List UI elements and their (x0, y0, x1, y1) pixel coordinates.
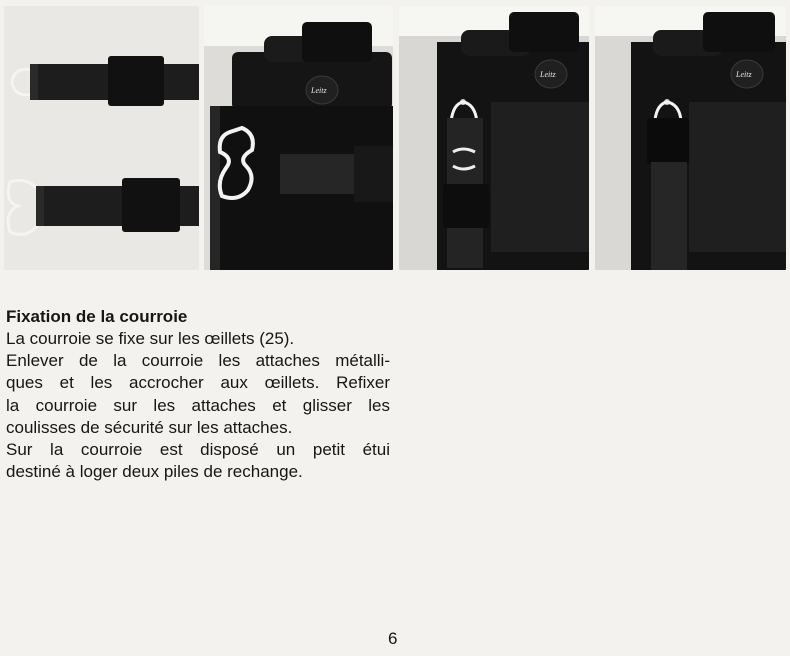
strap-clips-photo (4, 6, 199, 270)
safety-sleeve-photo (595, 6, 786, 270)
section-heading: Fixation de la courroie (6, 307, 188, 326)
text-line: Sur la courroie est disposé un petit étui (6, 440, 390, 460)
text-line: coulisses de sécurité sur les attaches. (6, 417, 293, 437)
text-line: la courroie sur les attaches et glisser les (6, 395, 390, 415)
leitz-logo: Leitz (311, 86, 327, 95)
leitz-logo: Leitz (540, 70, 556, 79)
text-line: Enlever de la courroie les attaches métalli- (6, 351, 390, 371)
text-line: ques et les accrocher aux œillets. Refixer (6, 373, 390, 393)
strap-on-eyelet-photo (399, 6, 589, 270)
strap-instructions (6, 306, 390, 483)
lower-strap (8, 178, 199, 234)
leitz-logo: Leitz (736, 70, 752, 79)
page-number: 6 (388, 629, 398, 648)
text-line: destiné à loger deux piles de rechange. (6, 462, 303, 482)
text-line: La courroie se fixe sur les œillets (25). (6, 329, 295, 348)
clip-on-camera-photo (204, 6, 393, 270)
